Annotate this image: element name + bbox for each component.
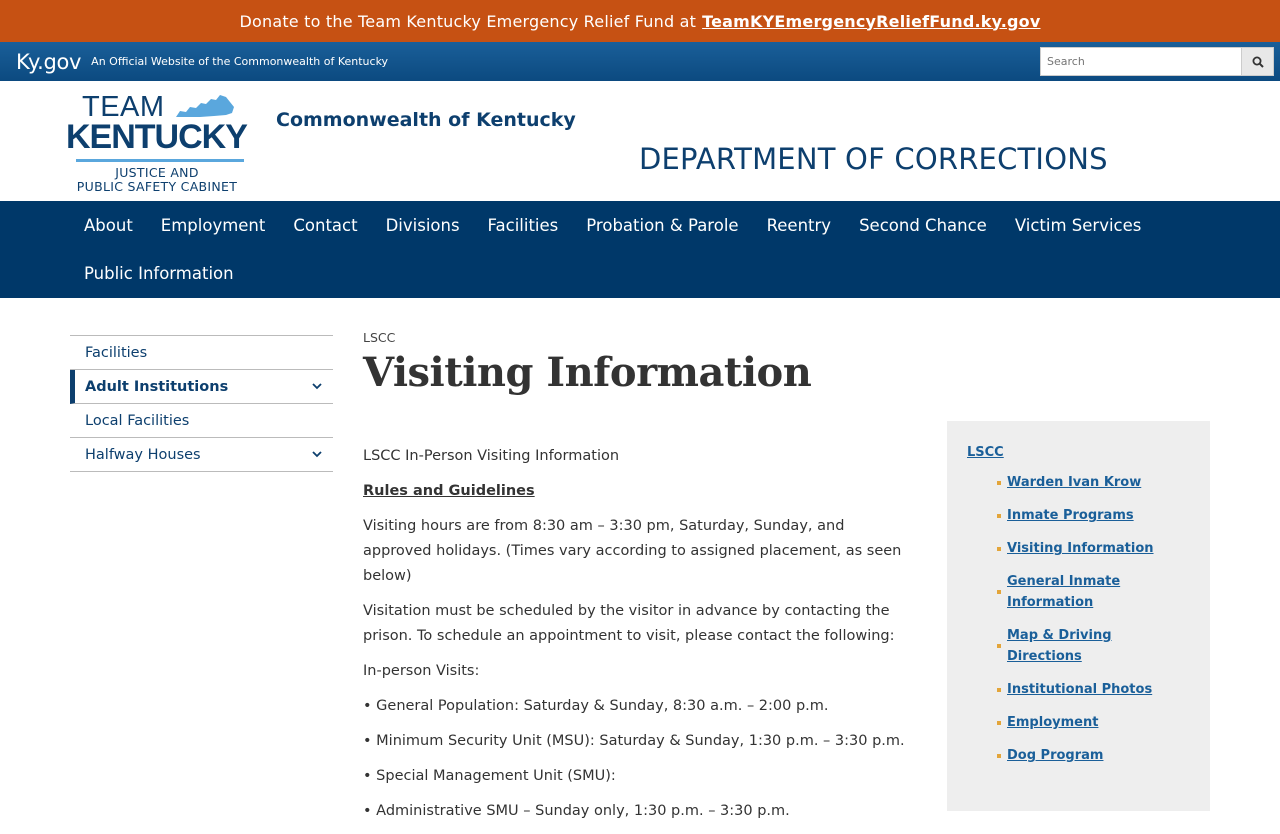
list-item: • Administrative SMU – Sunday only, 1:30 p.m. – 3:30 p.m.: [363, 803, 790, 819]
main-nav: [0, 201, 1280, 298]
paragraph-hours: Visiting hours are from 8:30 am – 3:30 pm, Saturday, Sunday, and approved holidays. (Times vary according to assigned placement, as seen below): [363, 518, 902, 584]
kygov-tagline: An Official Website of the Commonwealth of Kentucky: [91, 55, 389, 68]
site-title[interactable]: [276, 109, 1108, 176]
search-input[interactable]: [1040, 47, 1242, 76]
list-item: • Minimum Security Unit (MSU): Saturday & Sunday, 1:30 p.m. – 3:30 p.m.: [363, 733, 905, 749]
breadcrumb[interactable]: LSCC: [363, 330, 396, 345]
donate-banner: [0, 0, 1280, 42]
list-item: • General Population: Saturday & Sunday, 8:30 a.m. – 2:00 p.m.: [363, 698, 829, 714]
logo-kentucky-text: KENTUCKY: [66, 118, 247, 156]
nav-item-second-chance[interactable]: Second Chance: [859, 216, 987, 235]
section-nav-item-local-facilities[interactable]: [70, 404, 333, 438]
sidebar-link-item: [997, 571, 1190, 613]
site-header: [0, 81, 1280, 201]
sidebar-link-visiting-information[interactable]: Visiting Information: [1007, 541, 1154, 556]
kentucky-state-icon: [174, 93, 236, 119]
nav-item-facilities[interactable]: Facilities: [487, 216, 559, 235]
section-nav-label: Adult Institutions: [85, 378, 229, 395]
nav-item-victim-services[interactable]: Victim Services: [1014, 216, 1142, 235]
sidebar-link-warden[interactable]: Warden Ivan Krow: [1007, 475, 1142, 490]
logo-cabinet-line2: PUBLIC SAFETY CABINET: [76, 179, 238, 194]
kygov-logo[interactable]: Ky.gov: [16, 49, 82, 74]
section-nav-label: Halfway Houses: [85, 446, 201, 463]
page-title: Visiting Information: [363, 349, 812, 396]
page-body: [363, 444, 908, 834]
sidebar-link-map-directions[interactable]: Map & Driving Directions: [1007, 628, 1112, 664]
donate-text: Donate to the Team Kentucky Emergency Relief Fund at: [239, 11, 697, 31]
kygov-bar: [0, 42, 1280, 81]
chevron-down-icon[interactable]: [309, 379, 325, 395]
content-area: [0, 298, 1280, 819]
sidebar-link-item: [997, 505, 1190, 526]
list-item: • Special Management Unit (SMU):: [363, 768, 616, 784]
search-button[interactable]: [1242, 47, 1274, 76]
sidebar-link-item: [997, 625, 1190, 667]
page-header: [363, 330, 923, 396]
nav-item-probation-parole[interactable]: Probation & Parole: [586, 216, 739, 235]
section-nav: [70, 335, 333, 472]
paragraph-scheduling: Visitation must be scheduled by the visitor in advance by contacting the prison. To schedule an appointment to visit, please contact the following:: [363, 603, 895, 644]
sidebar-link-institutional-photos[interactable]: Institutional Photos: [1007, 682, 1153, 697]
sidebar-link-item: [997, 538, 1190, 559]
logo-team-text: TEAM: [82, 91, 165, 123]
chevron-down-icon[interactable]: [309, 447, 325, 463]
paragraph-in-person: In-person Visits:: [363, 663, 480, 679]
sidebar-parent-link[interactable]: LSCC: [967, 445, 1004, 460]
nav-item-about[interactable]: About: [84, 216, 133, 235]
sidebar-link-item: [997, 472, 1190, 493]
sidebar-link-inmate-programs[interactable]: Inmate Programs: [1007, 508, 1134, 523]
related-links-sidebar: [947, 421, 1210, 811]
logo-cabinet-line1: JUSTICE AND: [115, 165, 199, 180]
rules-heading: Rules and Guidelines: [363, 483, 535, 499]
sidebar-link-item: [997, 745, 1190, 766]
sidebar-link-general-inmate-information[interactable]: General Inmate Information: [1007, 574, 1121, 610]
nav-item-employment[interactable]: Employment: [160, 216, 266, 235]
intro-text: LSCC In-Person Visiting Information: [363, 448, 620, 464]
nav-item-contact[interactable]: Contact: [293, 216, 358, 235]
sidebar-link-employment[interactable]: Employment: [1007, 715, 1099, 730]
search-icon: [1252, 56, 1264, 68]
nav-item-divisions[interactable]: Divisions: [385, 216, 460, 235]
sidebar-link-item: [997, 712, 1190, 733]
logo-divider: [76, 159, 244, 162]
nav-item-public-information[interactable]: Public Information: [84, 264, 234, 283]
section-nav-item-halfway-houses[interactable]: [70, 438, 333, 472]
sidebar-link-item: [997, 679, 1190, 700]
section-nav-item-adult-institutions[interactable]: [70, 370, 333, 404]
site-subtitle: Commonwealth of Kentucky: [276, 109, 576, 131]
search-form: [1040, 47, 1274, 76]
section-nav-item-facilities[interactable]: [70, 336, 333, 370]
section-nav-label: Local Facilities: [85, 412, 190, 429]
sidebar-link-dog-program[interactable]: Dog Program: [1007, 748, 1104, 763]
nav-item-reentry[interactable]: Reentry: [766, 216, 832, 235]
team-kentucky-logo[interactable]: [66, 91, 256, 194]
site-main-title: DEPARTMENT OF CORRECTIONS: [639, 142, 1108, 176]
donate-link[interactable]: TeamKYEmergencyReliefFund.ky.gov: [702, 11, 1041, 31]
section-nav-label: Facilities: [85, 344, 148, 361]
